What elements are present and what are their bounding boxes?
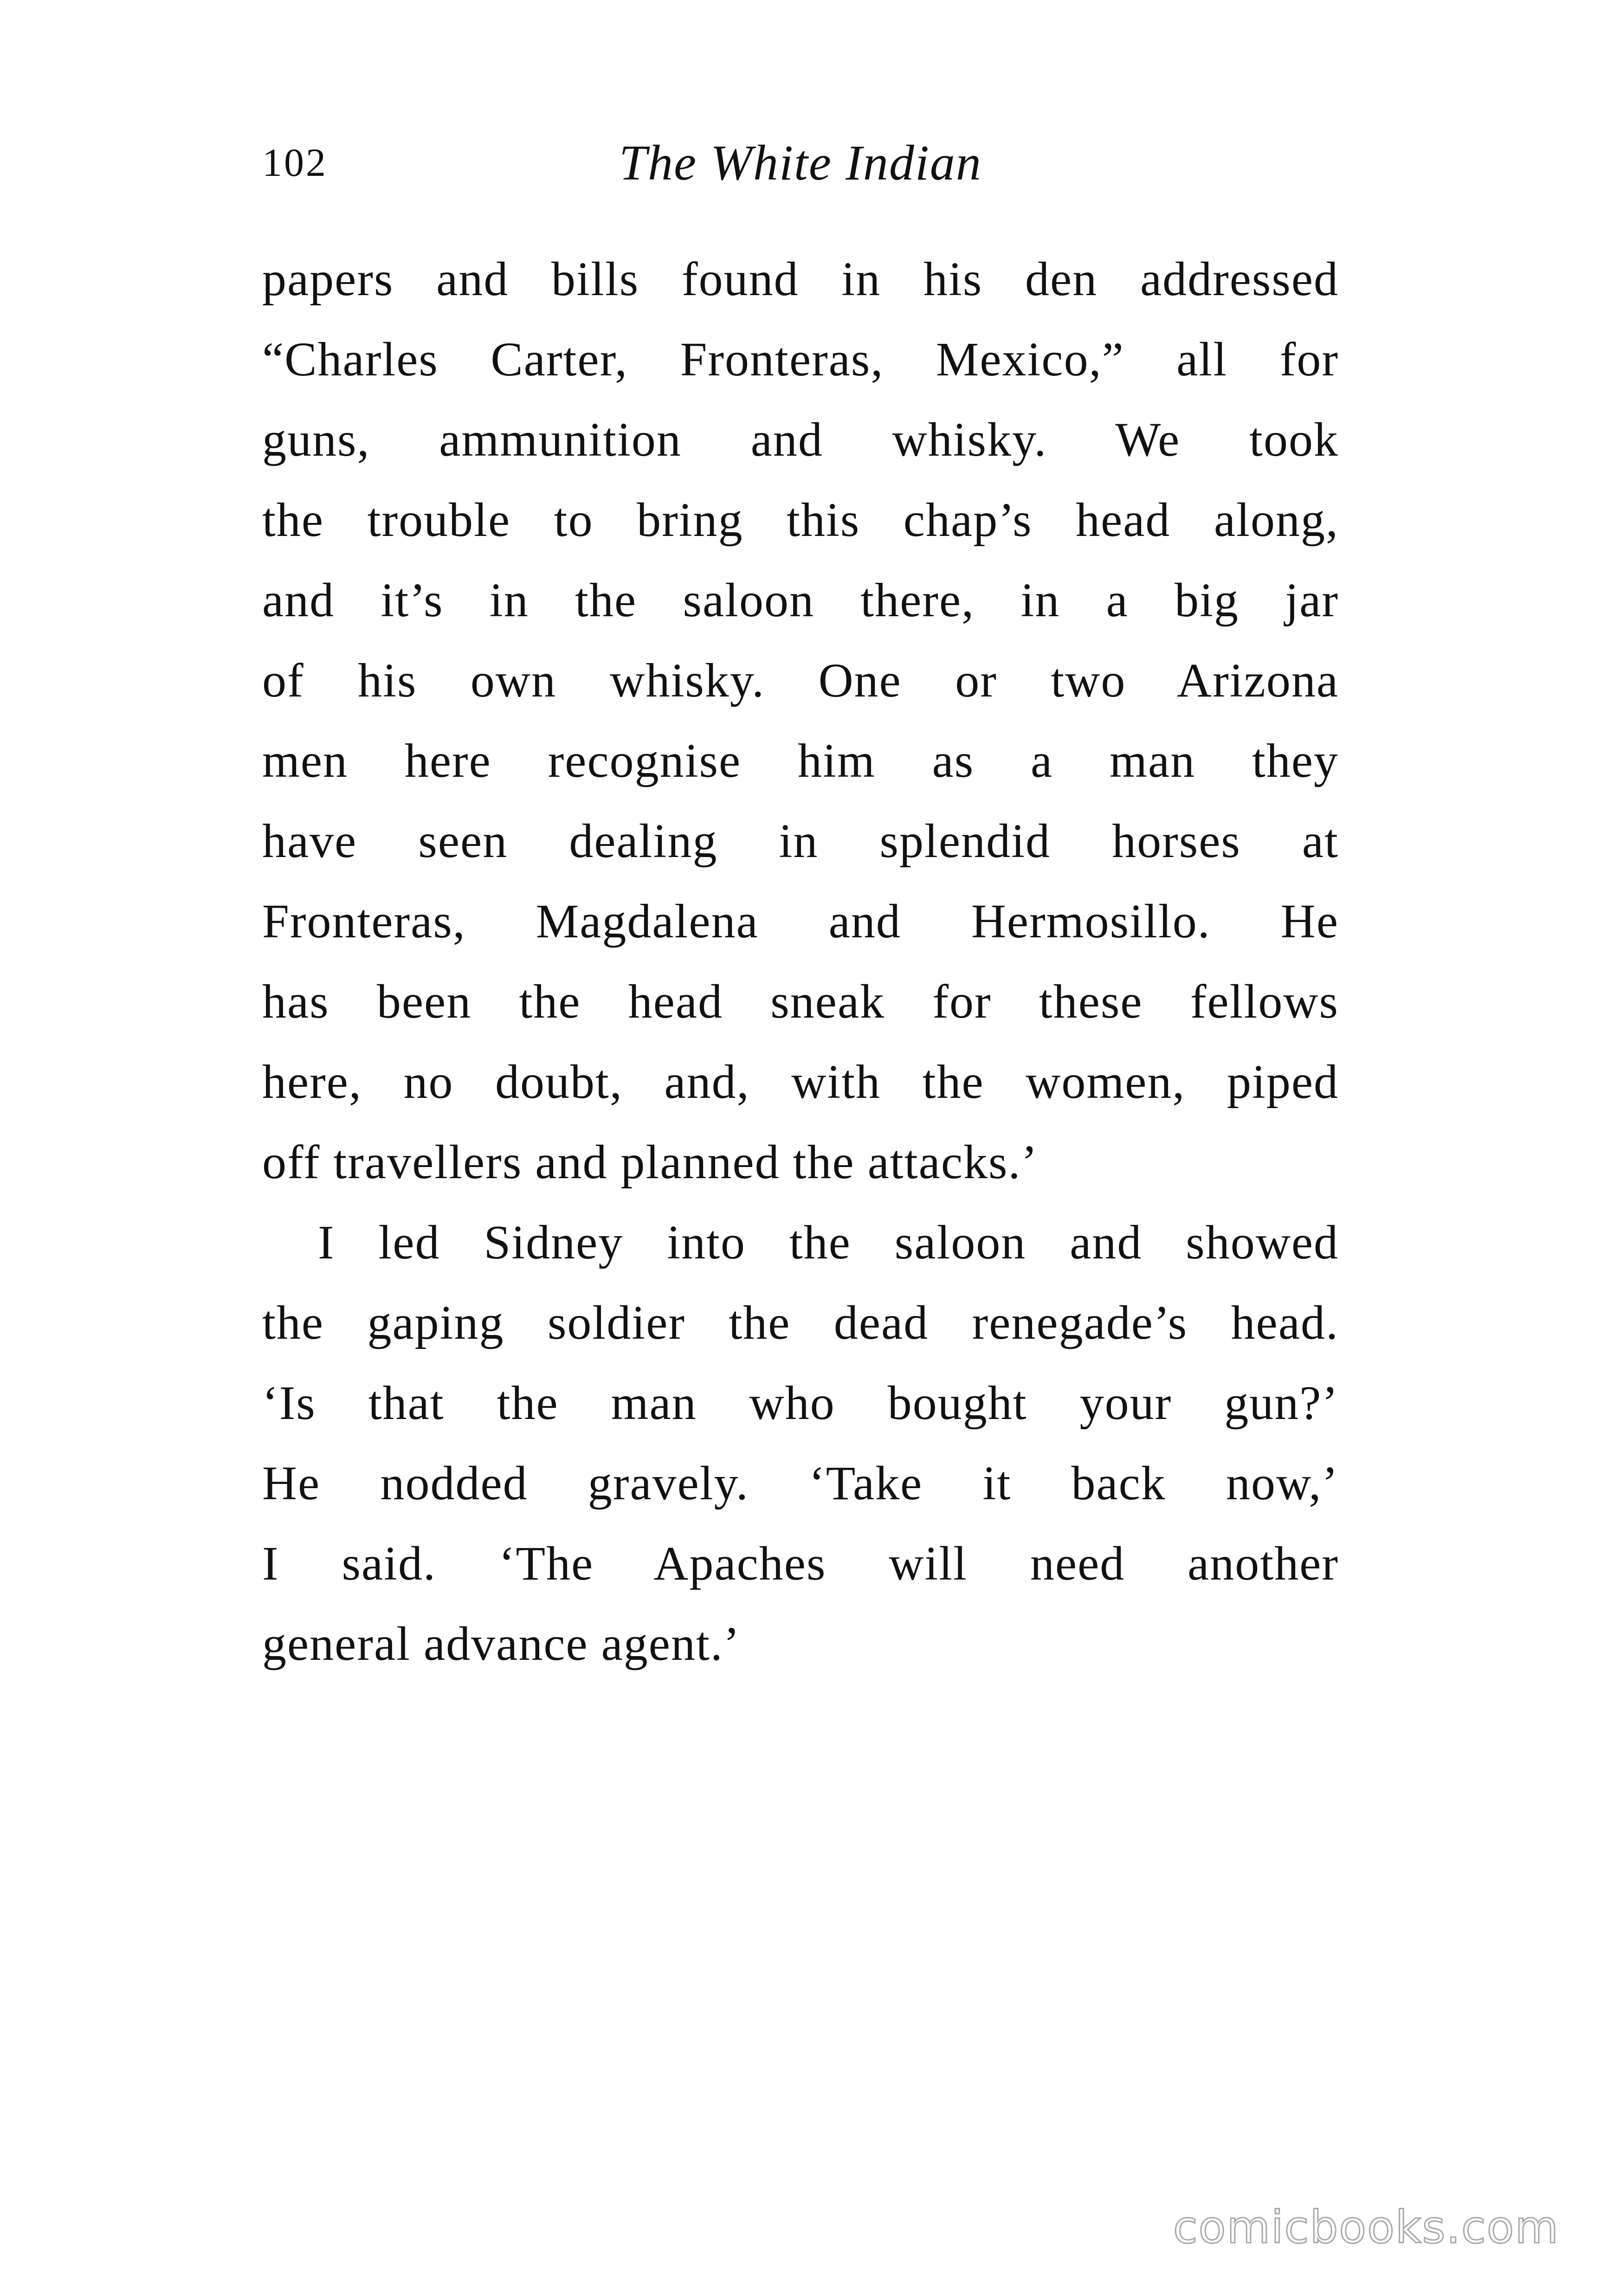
text-line: general advance agent.’ <box>262 1617 741 1670</box>
text-line: off travellers and planned the attacks.’ <box>262 1135 1039 1189</box>
body-text <box>262 239 1339 1684</box>
text-line: guns, ammunition and whisky. We took <box>262 413 1339 466</box>
text-line: of his own whisky. One or two Arizona <box>262 654 1339 707</box>
text-line: and it’s in the saloon there, in a big jar <box>262 574 1339 627</box>
text-line: the trouble to bring this chap’s head along, <box>262 493 1339 547</box>
text-line: “Charles Carter, Fronteras, Mexico,” all for <box>262 333 1339 386</box>
text-line: papers and bills found in his den addressed <box>262 252 1339 306</box>
text-line: men here recognise him as a man they <box>262 734 1339 787</box>
page-number: 102 <box>262 140 328 185</box>
text-line: Fronteras, Magdalena and Hermosillo. He <box>262 895 1339 948</box>
running-title: The White Indian <box>619 135 982 191</box>
text-line: ‘Is that the man who bought your gun?’ <box>262 1376 1339 1430</box>
text-line: I said. ‘The Apaches will need another <box>262 1537 1339 1590</box>
running-head <box>262 135 1339 200</box>
text-line: I led Sidney into the saloon and showed <box>318 1216 1339 1269</box>
text-line: have seen dealing in splendid horses at <box>262 814 1339 868</box>
watermark: comicbooks.com <box>1173 2201 1559 2253</box>
text-line: here, no doubt, and, with the women, piped <box>262 1055 1339 1109</box>
text-line: He nodded gravely. ‘Take it back now,’ <box>262 1457 1339 1510</box>
text-line: has been the head sneak for these fellows <box>262 975 1339 1028</box>
text-line: the gaping soldier the dead renegade’s head. <box>262 1296 1339 1349</box>
